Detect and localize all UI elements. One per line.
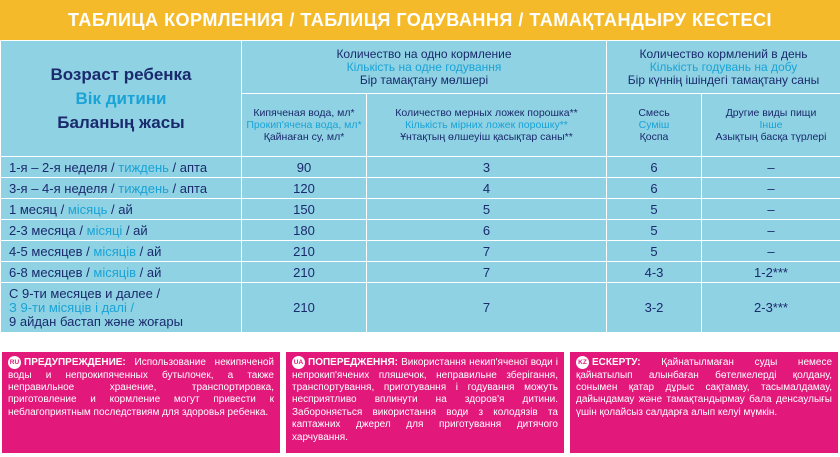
table-row: 6-8 месяцев / місяців / ай 210 7 4-3 1-2***: [1, 262, 840, 283]
feeding-table: [0, 40, 840, 332]
warning-ru: RU ПРЕДУПРЕЖДЕНИЕ: Использование некипяченой воды и непрокипяченных бутылочек, а также неправильное хранение, транспортировка, приготовление и кормление могут привести к неблагоприятным последствиям для здоровья ребенка.: [2, 352, 280, 453]
age-header: Возраст ребенка Вік дитини Баланың жасы: [1, 41, 242, 157]
page-title: ТАБЛИЦА КОРМЛЕНИЯ / ТАБЛИЦЯ ГОДУВАННЯ / ТАМАҚТАНДЫРУ КЕСТЕСІ: [68, 9, 772, 30]
other-food-header: Другие виды пищи Інше Азықтың басқа түрлері: [702, 94, 840, 157]
table-row: 4-5 месяцев / місяців / ай 210 7 5 –: [1, 241, 840, 262]
table-row: 1-я – 2-я неделя / тиждень / апта 90 3 6 –: [1, 157, 840, 178]
ua-badge-icon: UA: [292, 356, 305, 369]
warnings-section: [0, 340, 840, 457]
table-row: С 9-ти месяцев и далее / З 9-ти місяців і далі / 9 айдан бастап және жоғары 210 7 3-2 2-3***: [1, 283, 840, 333]
mix-header: Смесь Суміш Қоспа: [607, 94, 702, 157]
kz-badge-icon: KZ: [576, 356, 589, 369]
title-bar: [0, 0, 840, 40]
table-row: 2-3 месяца / місяці / ай 180 6 5 –: [1, 220, 840, 241]
per-feeding-header: Количество на одно кормление Кількість на одне годування Бір тамақтану мөлшері: [242, 41, 607, 94]
warning-ua: UA ПОПЕРЕДЖЕННЯ: Використання некип'яченої води і непрокип'ячених пляшечок, неправильне зберігання, транспортування, приготування і годування можуть несприятливо вплинути на здоров'я дитини. Забороняється використання води з колодязів та каптажних джерел для приготування дитячого харчування.: [286, 352, 564, 453]
water-header: Кипяченая вода, мл* Прокип'ячена вода, мл* Қайнаған су, мл*: [242, 94, 367, 157]
ru-badge-icon: RU: [8, 356, 21, 369]
per-day-header: Количество кормлений в день Кількість годувань на добу Бір күннің ішіндегі тамақтану саны: [607, 41, 840, 94]
table-row: 1 месяц / місяць / ай 150 5 5 –: [1, 199, 840, 220]
spoons-header: Количество мерных ложек порошка** Кількість мірних ложек порошку** Ұнтақтың өлшеуіш қасықтар саны**: [367, 94, 607, 157]
table-row: 3-я – 4-я неделя / тиждень / апта 120 4 6 –: [1, 178, 840, 199]
warning-kz: KZ ЕСКЕРТУ: Қайнатылмаған суды немесе қайнатылып алынбаған бөтелкелерді қолдану, сонымен қатар дұрыс сақтамау, тасымалдамау, дайындамау және тамақтандырмау бала денсаулығы үшін қолайсыз салдарға алып келуі мүмкін.: [570, 352, 838, 453]
